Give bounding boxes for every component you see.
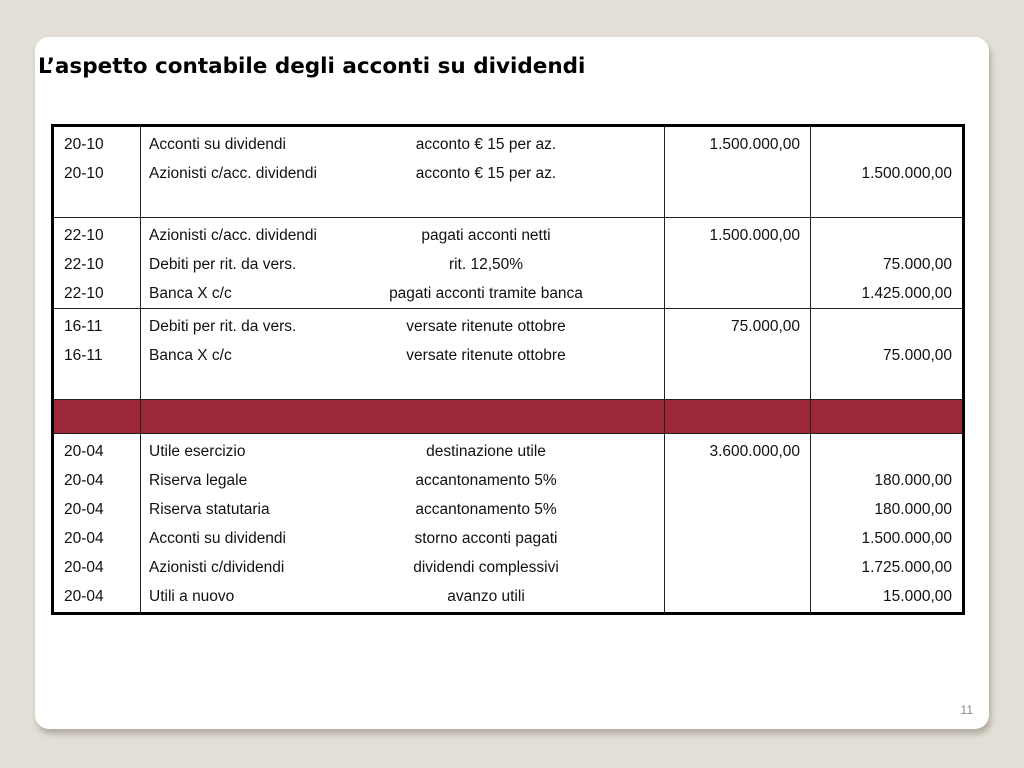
- entry-credit: 75.000,00: [883, 256, 952, 273]
- account-name: Utile esercizio: [149, 443, 246, 460]
- entry-credit: [811, 221, 962, 250]
- separator-cell: [141, 400, 665, 434]
- account-name: Debiti per rit. da vers.: [149, 318, 297, 335]
- account-name: Debiti per rit. da vers.: [149, 256, 297, 273]
- journal-body: [53, 126, 964, 614]
- entry-description: [141, 582, 664, 611]
- entry-date-cell: [53, 126, 141, 218]
- entry-date: 20-04: [64, 472, 104, 489]
- entry-debit: [665, 159, 810, 188]
- entry-debit-cell: [665, 309, 811, 400]
- journal-entry-row: [53, 218, 964, 309]
- entry-credit: 1.500.000,00: [861, 530, 952, 547]
- entry-debit: [665, 250, 810, 279]
- entry-date: 20-04: [64, 501, 104, 518]
- entry-description: [141, 250, 664, 279]
- entry-note: pagati acconti netti: [421, 227, 551, 244]
- entry-note: accantonamento 5%: [415, 501, 557, 518]
- entry-credit: [811, 312, 962, 341]
- journal-entry-row: [53, 309, 964, 400]
- entry-description: [141, 130, 664, 159]
- entry-credit: [811, 130, 962, 159]
- entry-date: 22-10: [64, 285, 104, 302]
- entry-description: [141, 312, 664, 341]
- entry-date-cell: [53, 309, 141, 400]
- entry-description-cell: [141, 126, 665, 218]
- separator-cell: [53, 400, 141, 434]
- entry-description: [141, 221, 664, 250]
- entry-description-cell: [141, 309, 665, 400]
- account-name: Azionisti c/acc. dividendi: [149, 227, 317, 244]
- entry-date: 16-11: [64, 318, 103, 335]
- entry-date: 16-11: [64, 347, 103, 364]
- entry-credit: 1.500.000,00: [861, 165, 952, 182]
- entry-debit: [665, 524, 810, 553]
- separator-cell: [811, 400, 964, 434]
- entry-description: [141, 437, 664, 466]
- account-name: Riserva legale: [149, 472, 248, 489]
- entry-credit-cell: [811, 309, 964, 400]
- account-name: Acconti su dividendi: [149, 530, 286, 547]
- entry-debit: [665, 341, 810, 370]
- entry-note: pagati acconti tramite banca: [389, 285, 583, 302]
- entry-date: 20-04: [64, 559, 104, 576]
- entry-debit: [665, 279, 810, 308]
- entry-debit-cell: [665, 126, 811, 218]
- journal-table: [51, 124, 965, 615]
- entry-debit: [665, 553, 810, 582]
- entry-credit: [811, 437, 962, 466]
- entry-credit-cell: [811, 126, 964, 218]
- entry-note: acconto € 15 per az.: [415, 136, 557, 153]
- entry-description: [141, 495, 664, 524]
- entry-date-cell: [53, 218, 141, 309]
- account-name: Azionisti c/acc. dividendi: [149, 165, 317, 182]
- entry-date: 20-10: [64, 136, 104, 153]
- entry-debit: [665, 495, 810, 524]
- entry-date: 20-04: [64, 588, 104, 605]
- entry-note: avanzo utili: [447, 588, 525, 605]
- slide: [35, 37, 989, 729]
- entry-description: [141, 466, 664, 495]
- page-number: 11: [960, 703, 973, 717]
- entry-note: rit. 12,50%: [448, 256, 524, 273]
- entry-description: [141, 553, 664, 582]
- entry-credit: 180.000,00: [874, 472, 952, 489]
- account-name: Banca X c/c: [149, 285, 232, 302]
- entry-note: accantonamento 5%: [415, 472, 557, 489]
- separator-row: [53, 400, 964, 434]
- entry-note: versate ritenute ottobre: [406, 347, 566, 364]
- entry-debit: 75.000,00: [731, 318, 800, 335]
- entry-note: destinazione utile: [426, 443, 546, 460]
- account-name: Azionisti c/dividendi: [149, 559, 285, 576]
- entry-note: versate ritenute ottobre: [406, 318, 566, 335]
- entry-description: [141, 279, 664, 308]
- entry-debit: [665, 582, 810, 611]
- entry-credit-cell: [811, 218, 964, 309]
- account-name: Utili a nuovo: [149, 588, 235, 605]
- account-name: Banca X c/c: [149, 347, 232, 364]
- entry-date: 20-04: [64, 530, 104, 547]
- journal-entry-row: [53, 126, 964, 218]
- entry-debit: 3.600.000,00: [709, 443, 800, 460]
- entry-description-cell: [141, 434, 665, 614]
- entry-debit: [665, 466, 810, 495]
- entry-credit: 75.000,00: [883, 347, 952, 364]
- entry-note: acconto € 15 per az.: [415, 165, 557, 182]
- account-name: Acconti su dividendi: [149, 136, 286, 153]
- journal-entry-row: [53, 434, 964, 614]
- entry-debit: 1.500.000,00: [709, 136, 800, 153]
- entry-note: storno acconti pagati: [414, 530, 558, 547]
- separator-cell: [665, 400, 811, 434]
- slide-title: L’aspetto contabile degli acconti su dividendi: [38, 54, 586, 79]
- entry-date: 22-10: [64, 227, 104, 244]
- entry-description: [141, 524, 664, 553]
- account-name: Riserva statutaria: [149, 501, 270, 518]
- entry-credit: 15.000,00: [883, 588, 952, 605]
- entry-description: [141, 341, 664, 370]
- entry-debit-cell: [665, 218, 811, 309]
- entry-credit-cell: [811, 434, 964, 614]
- entry-date: 22-10: [64, 256, 104, 273]
- entry-note: dividendi complessivi: [413, 559, 559, 576]
- entry-description: [141, 159, 664, 188]
- entry-description-cell: [141, 218, 665, 309]
- entry-debit: 1.500.000,00: [709, 227, 800, 244]
- entry-debit-cell: [665, 434, 811, 614]
- entry-credit: 1.425.000,00: [861, 285, 952, 302]
- entry-credit: 180.000,00: [874, 501, 952, 518]
- entry-date: 20-10: [64, 165, 104, 182]
- entry-credit: 1.725.000,00: [861, 559, 952, 576]
- entry-date: 20-04: [64, 443, 104, 460]
- entry-date-cell: [53, 434, 141, 614]
